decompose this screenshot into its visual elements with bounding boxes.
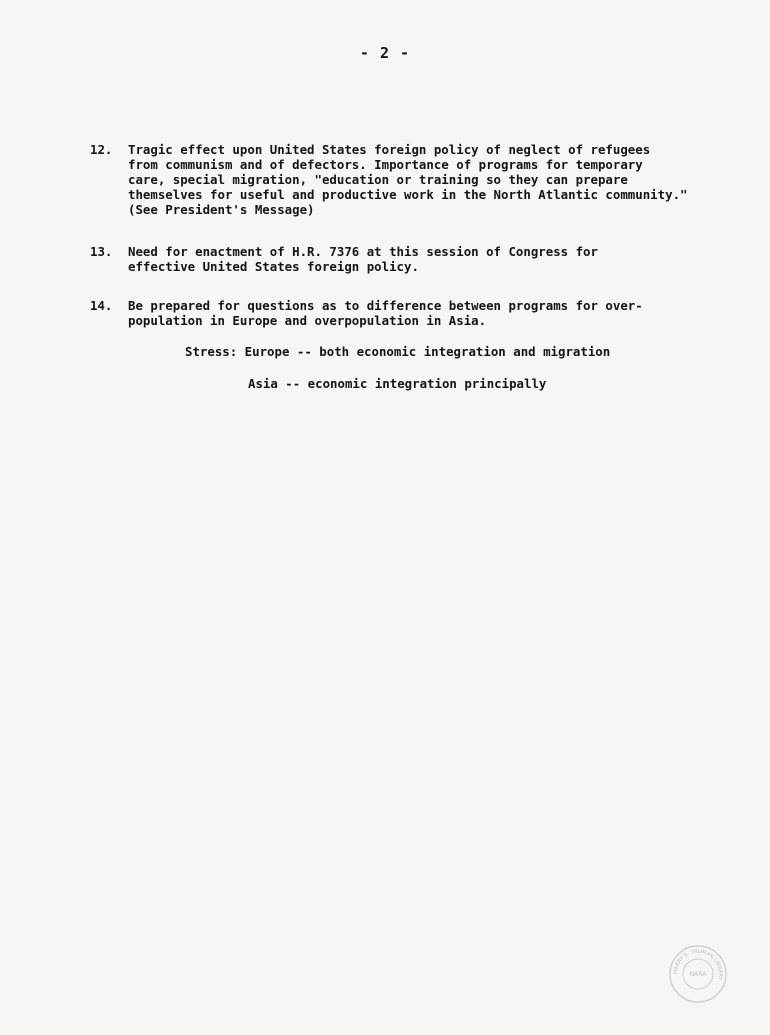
- item-line: Tragic effect upon United States foreign policy of neglect of refugees: [128, 142, 651, 157]
- item-line: Need for enactment of H.R. 7376 at this session of Congress for: [128, 244, 598, 259]
- item-text: [128, 298, 690, 328]
- stamp-inner-text: NARA: [689, 971, 707, 978]
- item-text: [128, 142, 690, 217]
- list-item: [90, 244, 690, 274]
- item-line: Be prepared for questions as to difference between programs for over-: [128, 298, 643, 313]
- archive-stamp-icon: [668, 944, 728, 1004]
- stamp-outer-text: HARRY S. TRUMAN LIBRARY: [672, 948, 724, 981]
- page-number: - 2 -: [359, 44, 411, 62]
- item-line: themselves for useful and productive work in the North Atlantic community.": [128, 187, 688, 202]
- list-item: [90, 298, 690, 328]
- item-text: [128, 244, 690, 274]
- item-line: population in Europe and overpopulation in Asia.: [128, 313, 487, 328]
- stress-asia-line: Asia -- economic integration principally: [248, 376, 547, 391]
- item-number: 13.: [90, 244, 113, 259]
- list-item: [90, 142, 690, 217]
- item-line: (See President's Message): [128, 202, 315, 217]
- item-line: care, special migration, "education or training so they can prepare: [128, 172, 628, 187]
- item-number: 14.: [90, 298, 113, 313]
- item-line: effective United States foreign policy.: [128, 259, 419, 274]
- item-number: 12.: [90, 142, 113, 157]
- stress-europe-line: Stress: Europe -- both economic integration and migration: [185, 344, 611, 359]
- item-line: from communism and of defectors. Importance of programs for temporary: [128, 157, 643, 172]
